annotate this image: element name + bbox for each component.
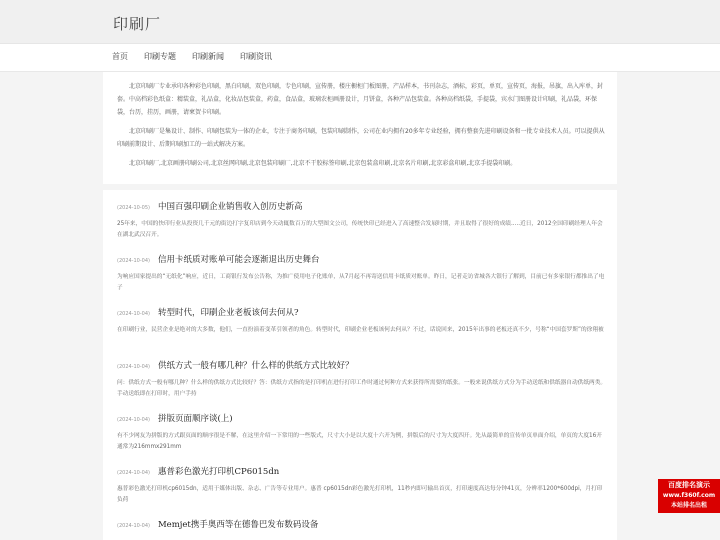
- news-title-link[interactable]: 信用卡纸质对账单可能会逐渐退出历史舞台: [157, 255, 320, 265]
- news-summary: 问：供纸方式一般有哪几种？什么样的供纸方式比较好？答：供纸方式指的是打印机在进行打印工作时通过何种方式来获得所需要的纸张。一般来说供纸方式分为手动送纸和供纸器自动供纸两类。手动送纸即在打印时，用户手持: [117, 380, 607, 397]
- news-title-link[interactable]: 拼版页面顺序谈(上): [157, 414, 233, 424]
- news-title-link[interactable]: 中国百强印刷企业销售收入创历史新高: [157, 202, 303, 212]
- news-date: (2024-10-04): [117, 258, 150, 264]
- nav-item-topics[interactable]: 印刷专题: [144, 52, 176, 61]
- news-title-link[interactable]: Memjet携手奥西等在德鲁巴发布数码设备: [157, 520, 319, 530]
- news-title-link[interactable]: 供纸方式一般有哪几种？什么样的供纸方式比较好？: [157, 361, 354, 371]
- news-item: [117, 518, 607, 540]
- news-item: [117, 465, 607, 518]
- nav-item-news[interactable]: 印刷新闻: [192, 52, 224, 61]
- badge-line: 百度排名演示: [668, 481, 710, 489]
- news-item: [117, 306, 607, 359]
- news-summary: 惠普彩色激光打印机cp6015dn，适用于媒体出版、杂志、广告等专业用户。惠普 cp6015dn彩色激光打印机，11秒内即可输出首页，打印速度高达每分钟41页，分辨率1200*600dpi，月打印负荷: [117, 486, 603, 503]
- intro-section: [103, 72, 617, 184]
- intro-paragraph: 北京印刷厂是集设计、制作、印刷包装为一体的企业，专注于商务印刷，包装印刷制作，公司在业内拥有20多年专业经验，拥有整套先进印刷设备和一批专业技术人员。可以提供从印刷前期设计、后期印刷加工的一站式解决方案。: [117, 128, 605, 148]
- badge-line: www.f360f.com: [662, 492, 716, 499]
- news-summary: 25年来，中国的快印行业从投资几千元的街边打字复印店到今天动辄数百万的大型图文公司，传统快印已经进入了高速整合发展时期，并且取得了很好的成绩.....近日，2012全国印刷经理人年会在湖北武汉召开。: [117, 221, 603, 238]
- ranking-ad-badge[interactable]: [658, 479, 720, 513]
- site-title[interactable]: 印刷厂: [113, 15, 162, 33]
- news-date: (2024-10-05): [117, 205, 150, 211]
- news-title-link[interactable]: 转型时代，印刷企业老板该何去何从?: [157, 308, 299, 318]
- news-item: [117, 200, 607, 253]
- news-item: [117, 412, 607, 465]
- news-summary: 在印刷行业，民营企业是绝对的大多数，他们，一直扮演着变革引领者的角色。转型时代，印刷企业老板该何去何从？不过，话说回来，2015年出事的老板还真不少，号称“中国套罗斯”的徐翔被: [117, 327, 604, 333]
- intro-paragraph: 北京印刷厂,北京画册印刷公司,北京丝网印刷,北京包装印刷厂,北京不干胶标签印刷,北京包装盒印刷,北京名片印刷,北京彩盒印刷,北京手提袋印刷。: [129, 160, 517, 167]
- badge-line: 本站排名出租: [670, 502, 707, 509]
- main-nav: [0, 44, 720, 72]
- news-summary: 有不少网友为拼版的方式跟页面的顺序很是不解，在这里介绍一下常用的一些版式，尺寸大小是以大度十六开为例，拼版后的尺寸为大度四开。先从最简单的宣传单页单面介绍，单页的大度16开通常为216mmx291mm: [117, 433, 602, 450]
- news-item: [117, 359, 607, 412]
- intro-paragraph: 北京印刷厂专业承印各种彩色印刷，黑白印刷，双色印刷，专色印刷，宣传册，楼庄橱柜门板图册，产品样本，书刊杂志，酒标，彩页，单页，宣传页，海报，吊旗，出入库单，封套。中高档彩色纸盒：精装盒，礼品盒，化妆品包装盒，药盒，食品盒，玻璃农柜画册设计，月饼盒，各种产品包装盒。各种高档纸袋，手提袋，宾水门图册设计印刷，礼品袋，环保袋，台历，挂历，画册，请柬贺卡印刷。: [117, 83, 604, 116]
- news-list: [103, 190, 617, 540]
- news-item: [117, 253, 607, 306]
- news-title-link[interactable]: 惠普彩色激光打印机CP6015dn: [157, 467, 280, 477]
- news-date: (2024-10-04): [117, 523, 150, 529]
- news-date: (2024-10-04): [117, 417, 150, 423]
- nav-item-home[interactable]: 首页: [112, 52, 128, 61]
- news-date: (2024-10-04): [117, 364, 150, 370]
- news-summary: 为响应国家提出的“无纸化”响应，近日，工商银行发布公告称，为推广使用电子化账单，从7月起不再寄送信用卡纸质对账单。昨日，记者走访省城各大银行了解到，目前已有多家银行都推出了电子: [117, 274, 605, 291]
- top-header: [0, 0, 720, 44]
- news-date: (2024-10-04): [117, 470, 150, 476]
- nav-item-info[interactable]: 印刷资讯: [240, 52, 272, 61]
- news-date: (2024-10-04): [117, 311, 150, 317]
